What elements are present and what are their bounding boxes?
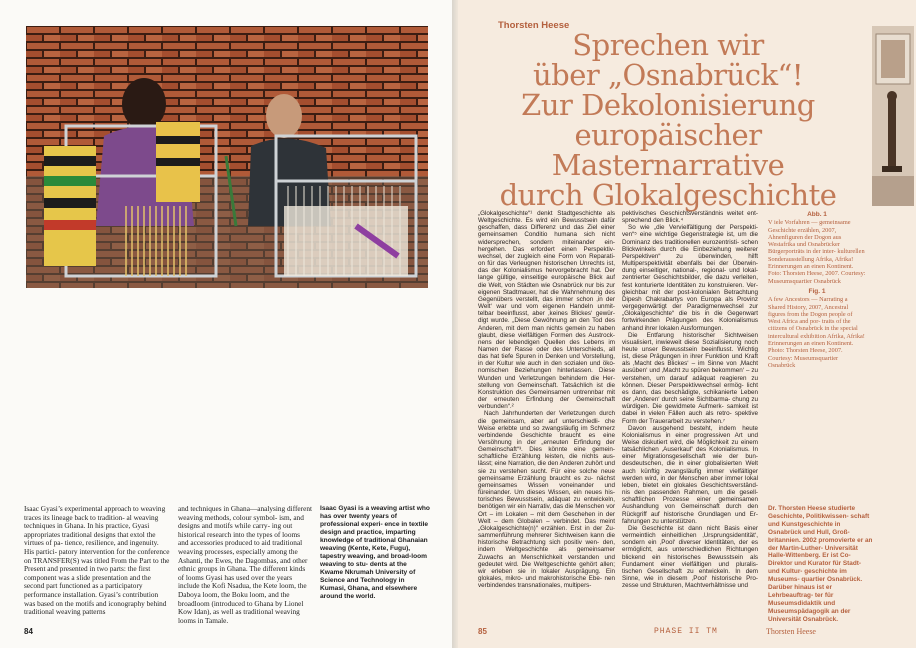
figure-captions — [768, 211, 866, 372]
body-paragraph: So wie „die Vervielfältigung der Perspekti- ven“⁵ eine wichtige Gegenstrategie ist, um die Dominanz des traditionellen eurozentristi- schen Blickwinkels durch die Einbeziehung weiterer Perspektiven“ zu überwinden, hilft Multiperspektivität ebenfalls bei der Überwin- dung einseitiger, national-, regional- und lokal- zentrierter Geschichtsbilder, die dazu verleiten, fest konturierte Identitäten zu konstruieren. Ver- gleichbar mit der post-kolonialen Betrachtung Dipesh Chakrabartys von Europa als Provinz vergegenwärtigt der Paradigmenwechsel zur „Glokalgeschichte“ die bis in die Gegenwart fortwirkenden Prägungen des Kolonialismus anhand ihrer lokalen Ausformungen. — [622, 224, 758, 332]
title-line-3: Zur Dekolonisierung — [521, 88, 815, 122]
exhibition-thumbnail — [872, 26, 914, 206]
artist-bio — [320, 505, 430, 601]
footer-author: Thorsten Heese — [766, 627, 816, 636]
body-paragraph: „Glokalgeschichte“¹ denkt Stadtgeschichte als Weltgeschichte. Es wird ein Bewusstsein dafür geschaffen, dass Differenz und das Ziel einer gemeinsamen Conditio humana sich nicht widersprechen, sondern miteinander ein- hergehen. Das erfordert einen Perspektiv- wechsel, der zugleich eine Form von Reparati- on für das Verleugnen historischen Unrechts ist, das der Kolonialismus hervorgebracht hat. Der lange gültige, einseitige europäische Blick auf die Welt, von Städten wie Osnabrück nur bis zur eigenen Stadtmauer, hat die Wahrnehmung des Gegenübers verstellt, das immer schon ‚in der Welt‘ war und vom eigenen Handeln unmit- telbar beeinflusst, aber ‚keines Blickes‘ gewür- digt wurde. „Diese Gewöhnung an den Tod des Anderen, mit dem man nichts gemein zu haben glaubt, diese vielfältigen Formen des Austrock- nens der lebendigen Quellen des Lebens im Namen der Rasse oder des Unterschieds, all das hat tiefe Spuren in Denken und Vorstellung, in der Kultur wie auch in den sozialen und öko- nomischen Beziehungen hinterlassen. Diese Wunden und Verletzungen behindern die Her- stellung von Gemeinschaft. Tatsächlich ist die Konstruktion des Gemeinsamen untrennbar mit der erneuten Erfindung der Gemeinschaft verbunden“.² — [478, 210, 615, 411]
left-text-column-2 — [178, 505, 312, 625]
body-paragraph: Nach Jahrhunderten der Verletzungen durch die gemeinsam, aber auf unterschiedli- che Weise erlebte und so zwangsläufig im Schmerz verbindende Geschichte braucht es eine Versöhnung in der „erneuten Erfindung der Gemeinschaft“³. Dies könnte eine gemein- schaftliche Erzählung leisten, die nichts aus- lässt; eine Narration, die den Anderen zuhört und sie zu verstehen sucht. Für eine solche neue gemeinsame Erzählung braucht es zu- nächst gemeinsames Wissen voneinander und füreinander. Um dieses Wissen, ein neues his- torisches Bewusstsein, adäquat zu entwickeln, benötigen wir ein Narrativ, das die Menschen vor Ort – im Lokalen – mit dem Geschehen in der Welt – dem Globalen – verbindet. Das meint „Glokalgeschichte(n)“ erzählen. Erst in der Zu- sammenführung mehrerer Sichtweisen kann die historische Betrachtung sich positiv wen- den, indem Weltgeschichte als gemeinsamer Zuwachs an Menschlichkeit verstanden und gedeutet wird. Die Weltgeschichte gehört allen; wir erleben sie in lokaler Ausprägung. Ein glokales, mikro- und makrohistorische Ebe- nen verbindendes transnationales, multipers- — [478, 410, 615, 590]
artist-bio-text: Isaac Gyasi is a weaving artist who has over twenty years of professional experi- ence in textile design and practice, imparting knowledge of traditional Ghanaian weaving (Kente, Kete, Fugu), tapestry weaving, and broad-loom weaving to stu- dents at the Kwame Nkrumah University of Science and Technology in Kumasi, Ghana, and elsewhere around the world. — [320, 505, 430, 600]
caption-text-en: A few Ancestors — Narrating a Shared History, 2007, Ancestral figures from the Dogon people of West Africa and por- traits of the citizens of Osnabrück in the special intercultural exhibition Afrika, Afrika! Erinnerungen an einen Kontinent. Photo: Thorsten Heese, 2007. Courtesy: Museumsquartier Osnabrück — [768, 296, 865, 369]
left-paragraph-2: and techniques in Ghana—analysing different weaving methods, colour symbol- ism, and designs and motifs while carry- ing out historical research into the types of looms and accessories produced to aid traditional weaving processes, especially among the Ashanti, the Ewes, the Dagombas, and other ethnic groups in Ghana. The different kinds of looms Gyasi has used over the years include the Kofi Nsadua, the Kete loom, the Daboya loom, the Boku loom, and the broadloom (introduced to Ghana by Lionel Kow Idan), as well as traditional weaving looms in Tamale. — [178, 504, 313, 625]
body-paragraph: Davon ausgehend besteht, indem heute Kolonialismus in einer progressiven Art und Weise diskutiert wird, die Möglichkeit zu einem tatsächlichen ‚Auserkauf‘ des Kolonialismus. In einer Migrationsgesellschaft wie der bun- desdeutschen, die in einer globalisierten Welt auch künftig zwangsläufig immer vielfältiger werden wird, in der Menschen aber immer lokal leben, bietet ein glokales Geschichtsverständ- nis den passenden Rahmen, um die gesell- schaftlichen Prozesse einer gemeinsamen Aushandlung von Gemeinschaft durch den Rückgriff auf historische Grundlagen und Er- fahrungen zu unterstützen. — [622, 424, 758, 525]
weaving-photo-image — [26, 26, 428, 288]
weaving-photo — [26, 26, 428, 288]
title-line-4: europäischer — [574, 118, 762, 152]
left-text-column-1 — [24, 505, 170, 617]
body-column-1 — [478, 210, 615, 589]
left-paragraph-1: Isaac Gyasi’s experimental approach to weaving traces its lineage back to tradition- al weaving techniques in Ghana. In his practice, Gyasi appropriates traditional designs that extol the virtues of pa- tience, resilience, and ingenuity. His partici- patory intervention for the conference on TRANSFER(S) was titled From the Part to the Present and presented in two parts: the first component was a slide presentation and the second part functioned as a participatory performance installation. Gyasi’s contribution was based on the motifs and iconography behind traditional weaving patterns — [24, 504, 170, 617]
exhibition-thumbnail-image — [872, 26, 914, 206]
right-page — [458, 0, 916, 648]
footer-section-label: PHASE II TM — [654, 627, 718, 636]
article-title — [478, 30, 858, 210]
page-number-left: 84 — [24, 627, 33, 636]
title-line-6: durch Glokalgeschichte — [499, 178, 837, 212]
body-paragraph: Die Entfarung historischer Sichtweisen visualisiert, inwieweit diese Sozialisierung noch heute unser Bewusstsein beeinflusst. Wichtig ist, diese Prägungen in ihrer Funktion und Kraft als ‚Macht des Blickes‘ – im Sinne von ‚Macht ausüben‘ und ‚Macht zu spüren bekommen‘ – zu verstehen, um darauf adäquat reagieren zu können. Dieser Perspektivwechsel ermög- licht es dann, das beschädigte, schikanierte Leben der ‚Anderen‘ durch seine Sichtbarma- chung zu würdigen. Die gewidmete Aufmerk- samkeit ist dabei in vielen Fällen auch als retro- spektive Form der Trauerarbeit zu verstehen.⁷ — [622, 331, 758, 425]
caption-text-de: V iele Vorfahren — gemeinsame Geschichte erzählen, 2007, Ahnenfiguren der Dogon aus Westafrika und Osnabrücker Bürgerporträts in der inter- kulturellen Sonderausstellung Afrika, Afrika! Erinnerungen an einen Kontinent. Foto: Thorsten Heese, 2007. Courtesy: Museumsquartier Osnabrück — [768, 219, 866, 285]
title-line-2: über „Osnabrück“! — [532, 58, 804, 92]
caption-label-en: Fig. 1 — [808, 287, 826, 295]
author-name: Thorsten Heese — [498, 20, 570, 31]
title-line-5: Masternarrative — [551, 148, 785, 182]
title-line-1: Sprechen wir — [572, 28, 764, 62]
author-bio: Dr. Thorsten Heese studierte Geschichte, Politikwissen- schaft und Kunstgeschichte in Osnabrück und Hull, Groß- britannien. 2002 promovierte er an der Martin-Luther- Universität Halle-Wittenberg. Er ist Co-Direktor und Kurator für Stadt- und Kultur- geschichte im Museums- quartier Osnabrück. Darüber hinaus ist er Lehrbeauftrag- ter für Museumsdidaktik und Museumspädagogik an der Universität Osnabrück. — [768, 505, 873, 623]
body-column-2 — [622, 210, 758, 589]
body-paragraph: Die Geschichte ist dann nicht Basis einer vermeintlich einheitlichen ‚Ursprungsidentität‘, sondern ein ‚Pool‘ diverser Identitäten, der es ermöglicht, aus unterschiedlichen Richtungen blickend ein historisches Bewusstsein als Fundament einer vielfältigen und pluralis- tischen Gesellschaft zu entwickeln. In dem Sinne, wie in diesem ‚Pool‘ historische Pro- zesse und Strukturen, Machtverhältnisse und — [622, 524, 758, 590]
caption-label-de: Abb. 1 — [807, 211, 827, 218]
page-number-right: 85 — [478, 627, 487, 636]
left-page — [0, 0, 452, 648]
body-paragraph: pektivisches Geschichtsverständnis weitet ent- sprechend den Blick.⁴ — [622, 210, 758, 225]
